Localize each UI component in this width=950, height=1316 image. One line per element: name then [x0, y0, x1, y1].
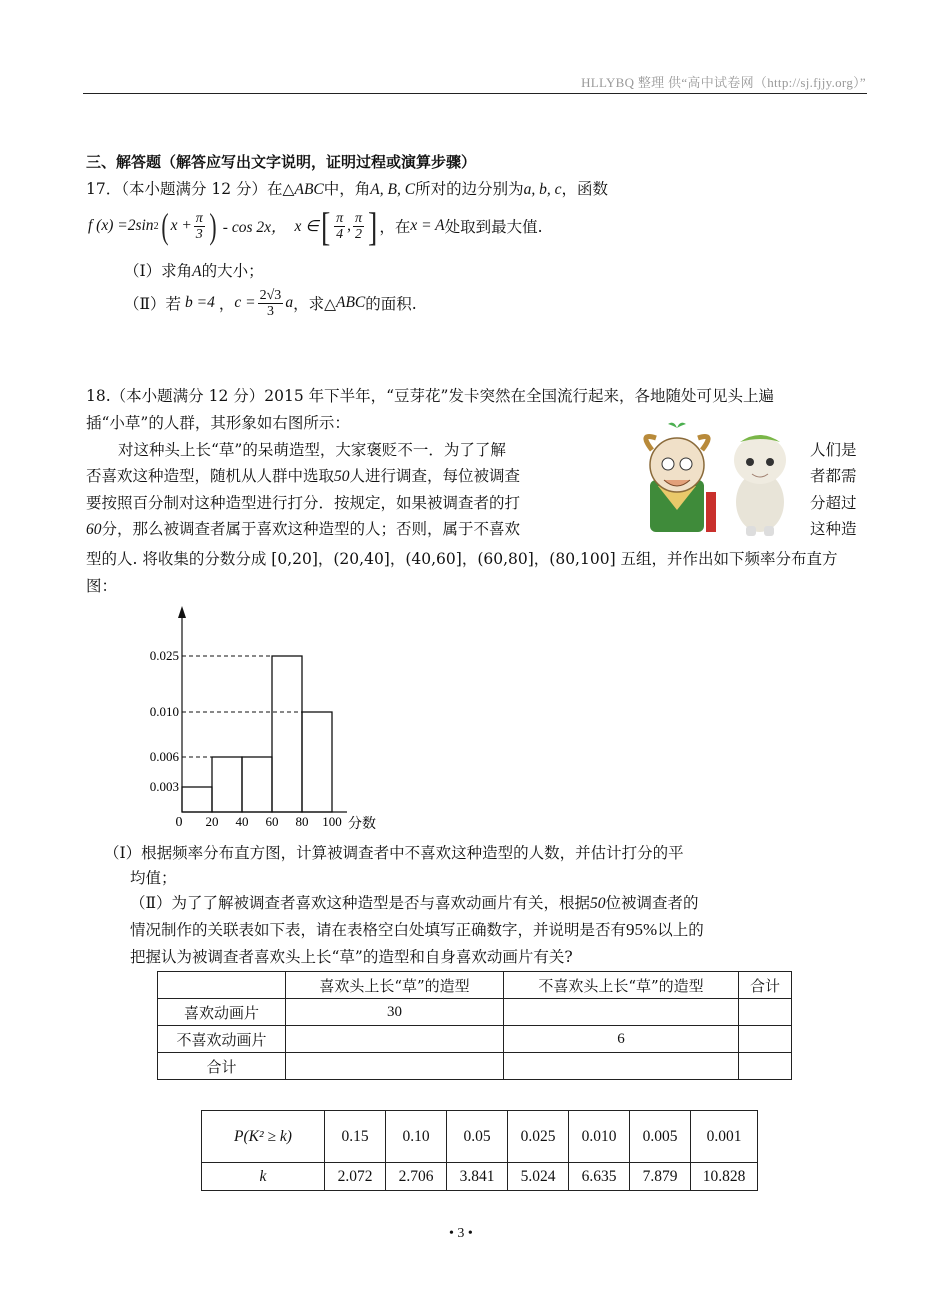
table-row: 喜欢动画片 30	[158, 999, 792, 1026]
section-title: 三、解答题（解答应写出文字说明，证明过程或演算步骤）	[86, 153, 477, 171]
blank-cell[interactable]	[739, 1053, 792, 1080]
blank-cell[interactable]	[504, 999, 739, 1026]
q17-part2: （Ⅱ）若 b =4 ， c = $\frac{2√3}{3}$ a ，求△ ABC 的面积.	[124, 287, 417, 319]
association-table	[157, 971, 792, 1080]
q18-line2: 插“小草”的人群，其形象如右图所示：	[86, 414, 350, 432]
table-row: P(K² ≥ k) 0.15 0.10 0.05 0.025 0.010 0.005 0.001	[202, 1111, 758, 1163]
table-row: 不喜欢动画片 6	[158, 1026, 792, 1053]
bean-sprout-characters-illustration	[620, 420, 800, 538]
pi-over-3: $\frac{\pi}{3}$	[195, 210, 203, 242]
q17-function: f (x) =2sin 2 ( x + $\frac{\pi}{3}$ ) - cos 2x， x ∈ [ $\frac{\pi}{4}$ , $\frac{\pi}{2}$ ] ，在 x = A 处取到最大值.	[88, 203, 543, 249]
x-tick-label: 0	[175, 815, 183, 830]
histogram-bar	[212, 757, 242, 812]
histogram-bar	[182, 787, 212, 812]
blank-cell[interactable]	[739, 1026, 792, 1053]
frequency-histogram	[130, 600, 390, 832]
pi-over-2: $\frac{\pi}{2}$	[354, 210, 362, 242]
x-tick-label: 20	[205, 814, 219, 829]
blank-cell[interactable]	[286, 1053, 504, 1080]
monster-character	[734, 435, 786, 536]
table-row: 喜欢头上长“草”的造型 不喜欢头上长“草”的造型 合计	[158, 972, 792, 999]
q18-line1: 18.（本小题满分 12 分）2015 年下半年，“豆芽花”发卡突然在全国流行起来，各地随处可见头上遍	[86, 387, 774, 405]
pi-over-4: $\frac{\pi}{4}$	[336, 210, 344, 242]
y-axis-arrow	[178, 606, 186, 618]
two-root3-over-3: $\frac{2√3}{3}$	[259, 287, 282, 319]
q17-line1: 17．（本小题满分 12 分）在△ABC中，角A, B, C所对的边分别为a, b, c，函数	[86, 180, 608, 198]
y-tick-label: 0.003	[149, 779, 179, 794]
k-squared-table	[201, 1110, 758, 1191]
blank-cell[interactable]	[739, 999, 792, 1026]
page-number: • 3 •	[449, 1226, 473, 1241]
q17-abc: ABC	[294, 181, 324, 198]
goat-character	[646, 423, 716, 532]
y-tick-label: 0.006	[149, 749, 179, 764]
histogram-bar	[272, 656, 302, 812]
page-header: HLLYBQ 整理 供“高中试卷网（http://sj.fjjy.org）”	[581, 75, 866, 90]
x-tick-label: 80	[295, 814, 309, 829]
histogram-bar	[242, 757, 272, 812]
x-tick-label: 60	[265, 814, 279, 829]
q17-part1: （Ⅰ）求角A的大小；	[124, 262, 264, 280]
histogram-bar	[302, 712, 332, 812]
table-row: 合计	[158, 1053, 792, 1080]
header-rule	[83, 93, 867, 94]
x-tick-label: 40	[235, 814, 249, 829]
blank-cell[interactable]	[504, 1053, 739, 1080]
y-tick-label: 0.025	[149, 648, 179, 663]
x-axis-label: 分数	[348, 816, 376, 832]
y-tick-label: 0.010	[149, 704, 179, 719]
table-row: k 2.072 2.706 3.841 5.024 6.635 7.879 10.828	[202, 1163, 758, 1191]
blank-cell[interactable]	[286, 1026, 504, 1053]
x-tick-label: 100	[322, 814, 342, 829]
